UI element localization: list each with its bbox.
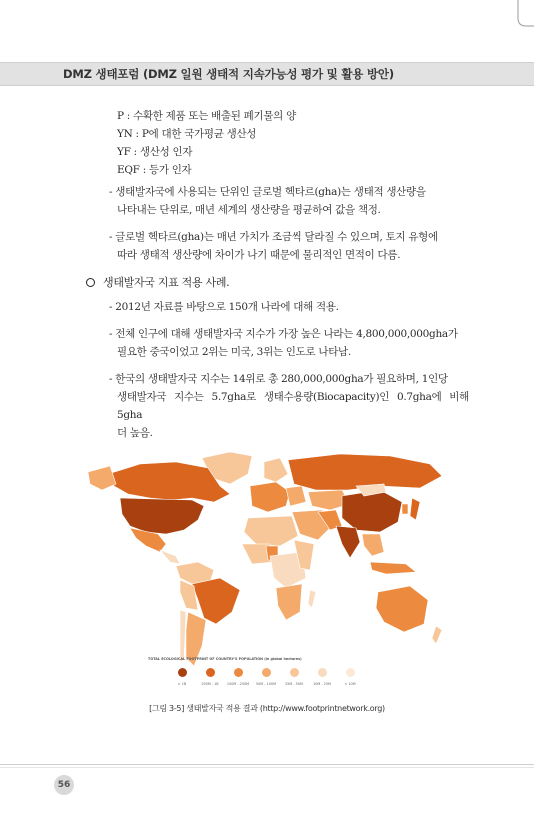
legend-label: 25M - 50M <box>285 682 303 686</box>
map-india <box>336 526 360 558</box>
map-madagascar <box>308 590 316 608</box>
legend-item <box>252 668 280 686</box>
bullet-line: - 글로벌 헥타르(gha)는 매년 가치가 조금씩 달라질 수 있으며, 토지 유형에 <box>109 231 438 243</box>
map-southeast-asia <box>362 534 384 556</box>
bullet-line: - 생태발자국에 사용되는 단위인 글로벌 헥타르(gha)는 생태적 생산량을 <box>109 186 426 198</box>
definition-eqf: EQF : 등가 인자 <box>117 164 192 176</box>
bullet-line: - 2012년 자료를 바탕으로 150개 나라에 대해 적용. <box>109 301 339 313</box>
bullet-continuation: 나타내는 단위로, 매년 세계의 생산량을 평균하여 값을 책정. <box>117 204 381 216</box>
map-legend-title: TOTAL ECOLOGICAL FOOTPRINT OF COUNTRY'S POPULATION (in global hectares) <box>148 657 302 661</box>
legend-item <box>168 668 196 686</box>
map-scandinavia <box>264 458 288 482</box>
bullet-data-basis <box>109 298 469 316</box>
bullet-continuation: 필요한 중국이었고 2위는 미국, 3위는 인도로 나타남. <box>117 346 351 358</box>
map-central-america <box>160 550 180 564</box>
page-number: 56 <box>54 775 74 795</box>
legend-item <box>308 668 336 686</box>
legend-swatch <box>346 668 355 677</box>
legend-item <box>224 668 252 686</box>
hollow-circle-icon <box>86 278 95 287</box>
map-southern-africa <box>276 584 302 620</box>
figure-caption: [그림 3-5] 생태발자국 적용 결과 (http://www.footprintnetwork.org) <box>149 704 385 713</box>
bullet-continuation: 생태발자국 지수는 5.7gha로 생태수용량(Biocapacity)인 0.7gha에 비해 5gha <box>117 391 469 421</box>
legend-label: 250M - 1B <box>201 682 219 686</box>
map-new-zealand <box>432 626 442 644</box>
map-legend <box>168 668 368 690</box>
legend-swatch <box>234 668 243 677</box>
bullet-line: - 전체 인구에 대해 생태발자국 지수가 가장 높은 나라는 4,800,000,000gha가 <box>109 328 458 340</box>
map-chile <box>180 610 186 662</box>
ecological-footprint-world-map <box>80 440 455 702</box>
legend-label: 50M - 100M <box>255 682 277 686</box>
bullet-continuation: 따라 생태적 생산량에 차이가 나기 때문에 물리적인 면적이 다름. <box>117 249 401 261</box>
running-header-title: DMZ 생태포럼 (DMZ 일원 생태적 지속가능성 평가 및 활용 방안) <box>63 67 394 81</box>
map-russia <box>288 454 442 490</box>
legend-swatch <box>262 668 271 677</box>
map-indonesia <box>370 562 416 574</box>
map-australia <box>376 586 428 632</box>
map-western-europe <box>250 482 290 512</box>
world-map-graphic <box>80 440 455 702</box>
map-korea <box>402 504 408 514</box>
corner-registration-mark <box>514 0 534 30</box>
bullet-top-countries <box>109 325 469 361</box>
footer-rule <box>0 764 534 765</box>
legend-swatch <box>290 668 299 677</box>
map-eastern-europe <box>286 486 306 506</box>
map-japan <box>410 498 420 520</box>
bullet-global-hectare-unit <box>109 183 469 219</box>
footer-rule <box>0 767 534 768</box>
legend-label: < 10M <box>344 682 356 686</box>
legend-label: 10M - 25M <box>313 682 331 686</box>
section-heading <box>86 274 229 290</box>
map-china <box>342 490 402 532</box>
definition-p: P : 수확한 제품 또는 배출된 폐기물의 양 <box>117 110 296 122</box>
legend-swatch <box>178 668 187 677</box>
section-heading-text: 생태발자국 지표 적용 사례. <box>103 276 230 289</box>
legend-item <box>196 668 224 686</box>
legend-label: > 1B <box>177 682 187 686</box>
definition-yf: YF : 생산성 인자 <box>117 146 193 158</box>
legend-item <box>280 668 308 686</box>
legend-swatch <box>318 668 327 677</box>
bullet-korea <box>109 370 469 442</box>
bullet-global-hectare-variation <box>109 228 469 264</box>
bullet-line: - 한국의 생태발자국 지수는 14위로 총 280,000,000gha가 필요하며, 1인당 <box>109 373 448 385</box>
legend-swatch <box>206 668 215 677</box>
legend-label: 100M - 250M <box>226 682 250 686</box>
definition-yn: YN : P에 대한 국가평균 생산성 <box>117 128 257 140</box>
bullet-continuation: 더 높음. <box>117 427 153 439</box>
map-alaska <box>88 466 116 490</box>
legend-item <box>336 668 364 686</box>
map-north-africa <box>244 516 298 546</box>
